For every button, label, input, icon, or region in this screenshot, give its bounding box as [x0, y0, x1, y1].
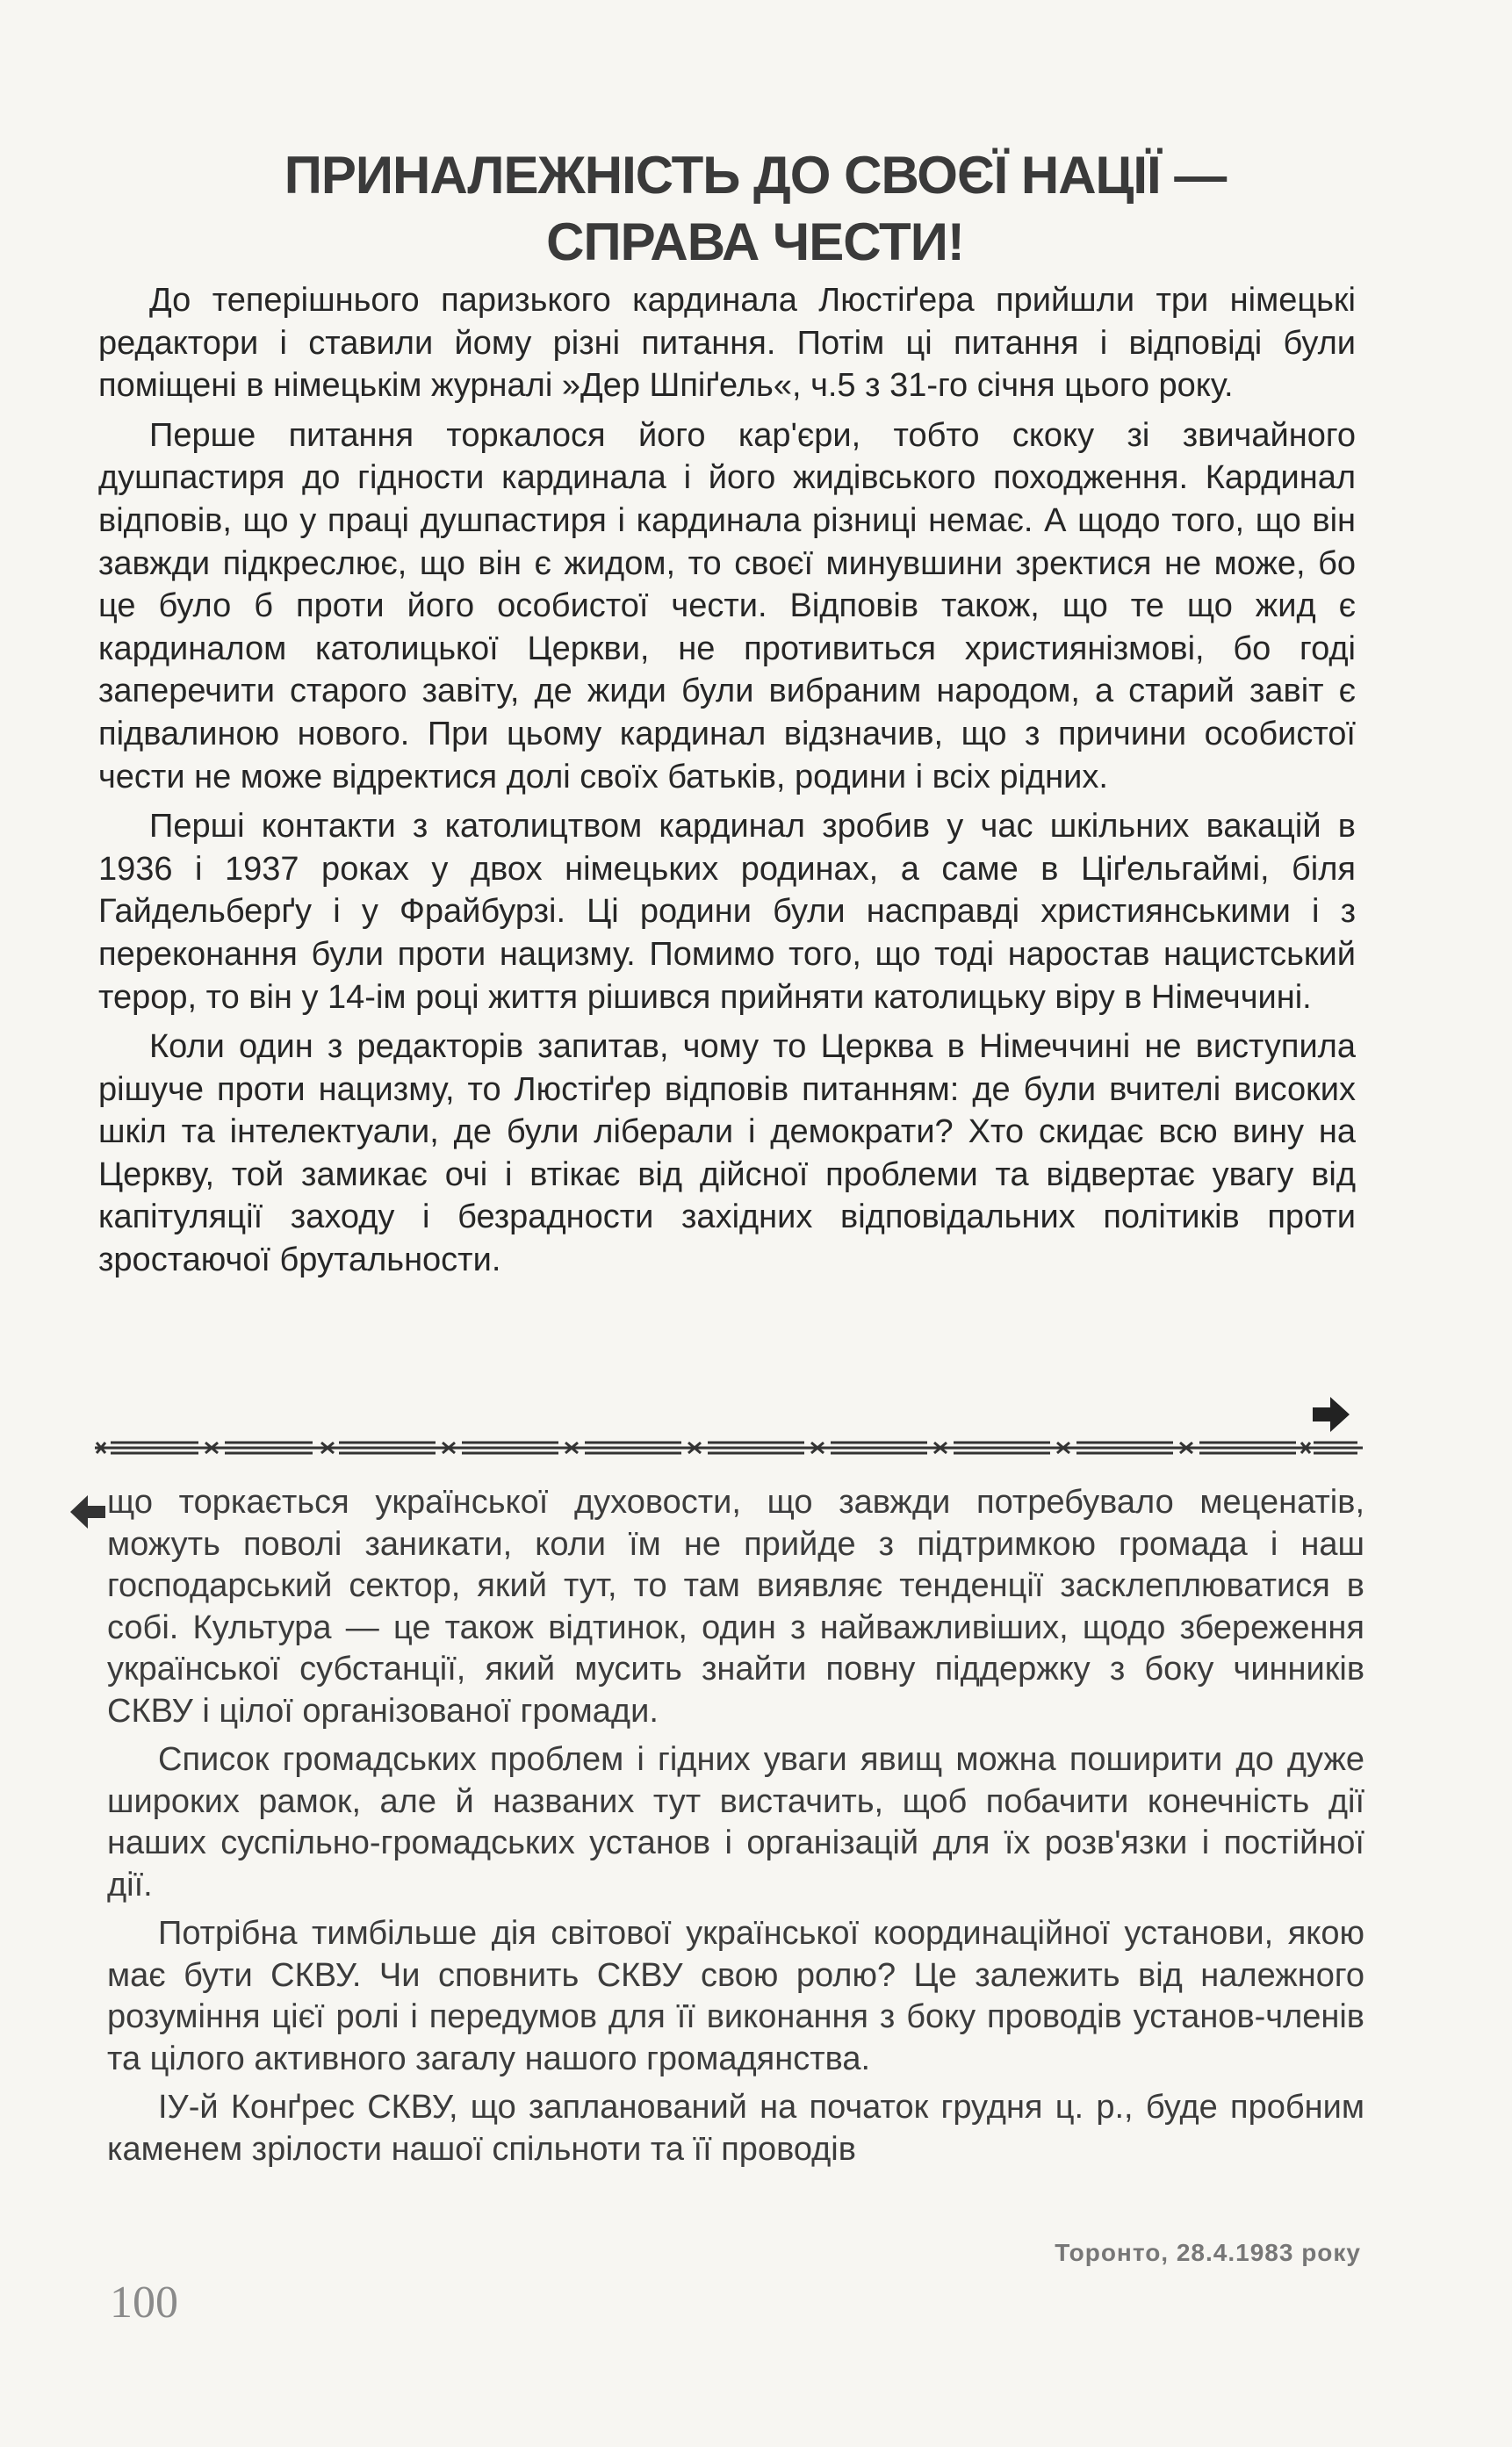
- continuation-paragraph: Потрібна тимбільше дія світової української координаційної установи, якою має бути СКВУ. Чи сповнить СКВУ свою ролю? Це залежить від належного розуміння цієї ролі і передумов для її виконання з боку проводів установ-членів та цілого активного загалу нашого громадянства.: [107, 1915, 1364, 2077]
- continuation-paragraph: що торкається української духовости, що завжди потребувало меценатів, можуть поволі заникати, коли їм не прийде з підтримкою громада і наш господарський сектор, який тут, то там виявляє тенденції засклеплюватися в собі. Культура — це також відтинок, один з найважливіших, щодо збереження української субстанції, який мусить знайти повну піддержку з боку чинників СКВУ і цілої організованої громади.: [107, 1484, 1364, 1730]
- article-body: [98, 279, 1356, 1289]
- page-number: 100: [110, 2278, 178, 2328]
- article-title: [132, 142, 1379, 276]
- continuation-body: [107, 1482, 1364, 2177]
- article-paragraph: Перші контакти з католицтвом кардинал зробив у час шкільних вакацій в 1936 і 1937 роках у двох німецьких родинах, а саме в Ціґельгаймі, біля Гайдельберґу і у Фрайбурзі. Ці родини були насправді християнськими і з переконання були проти нацизму. Помимо того, що тоді наростав нацистський терор, то він у 14-ім році життя рішився прийняти католицьку віру в Німеччині.: [98, 808, 1356, 1016]
- article-title-line-1: ПРИНАЛЕЖНІСТЬ ДО СВОЄЇ НАЦІЇ —: [284, 146, 1227, 205]
- continue-left-arrow-icon: [68, 1493, 107, 1531]
- article-paragraph: Коли один з редакторів запитав, чому то Церква в Німеччині не виступила рішуче проти нацизму, то Люстіґер відповів питанням: де були вчителі високих шкіл та інтелектуали, де були ліберали і демократи? Хто скидає всю вину на Церкву, той замикає очі і втікає від дійсної проблеми та відвертає увагу від капітуляції заходу і безрадности західних відповідальних політиків проти зростаючої брутальности.: [98, 1028, 1356, 1279]
- signature-place-date: Торонто, 28.4.1983 року: [1055, 2239, 1361, 2266]
- continuation-paragraph: ІУ-й Конґрес СКВУ, що запланований на початок грудня ц. р., буде пробним каменем зрілости нашої спільноти та її проводів: [107, 2089, 1364, 2168]
- article-title-line-2: СПРАВА ЧЕСТИ!: [546, 212, 964, 271]
- continuation-paragraph: Список громадських проблем і гідних уваги явищ можна поширити до дуже широких рамок, але й названих тут вистачить, щоб побачити конечність дії наших суспільно-громадських установ і організацій для їх розв'язки і постійної дії.: [107, 1741, 1364, 1904]
- article-paragraph: Перше питання торкалося його кар'єри, тобто скоку зі звичайного душпастиря до гідности кардинала і його жидівського походження. Кардинал відповів, що у праці душпастиря і кардинала різниці немає. А щодо того, що він завжди підкреслює, що він є жидом, то своєї минувшини зректися не може, бо це було б проти його особистої чести. Відповів також, що те що жид є кардиналом католицької Церкви, не противиться християнізмові, бо годі заперечити старого завіту, де жиди були вибраним народом, а старий завіт є підвалиною нового. При цьому кардинал відзначив, що з причини особистої чести не може відректися долі своїх батьків, родини і всіх рідних.: [98, 416, 1356, 795]
- article-paragraph: До теперішнього паризького кардинала Люстіґера прийшли три німецькі редактори і ставили йому різні питання. Потім ці питання і відповіді були поміщені в німецькім журналі »Дер Шпіґель«, ч.5 з 31-го січня цього року.: [98, 282, 1356, 405]
- continue-right-arrow-icon: [1311, 1394, 1351, 1435]
- chain-divider: [93, 1437, 1366, 1458]
